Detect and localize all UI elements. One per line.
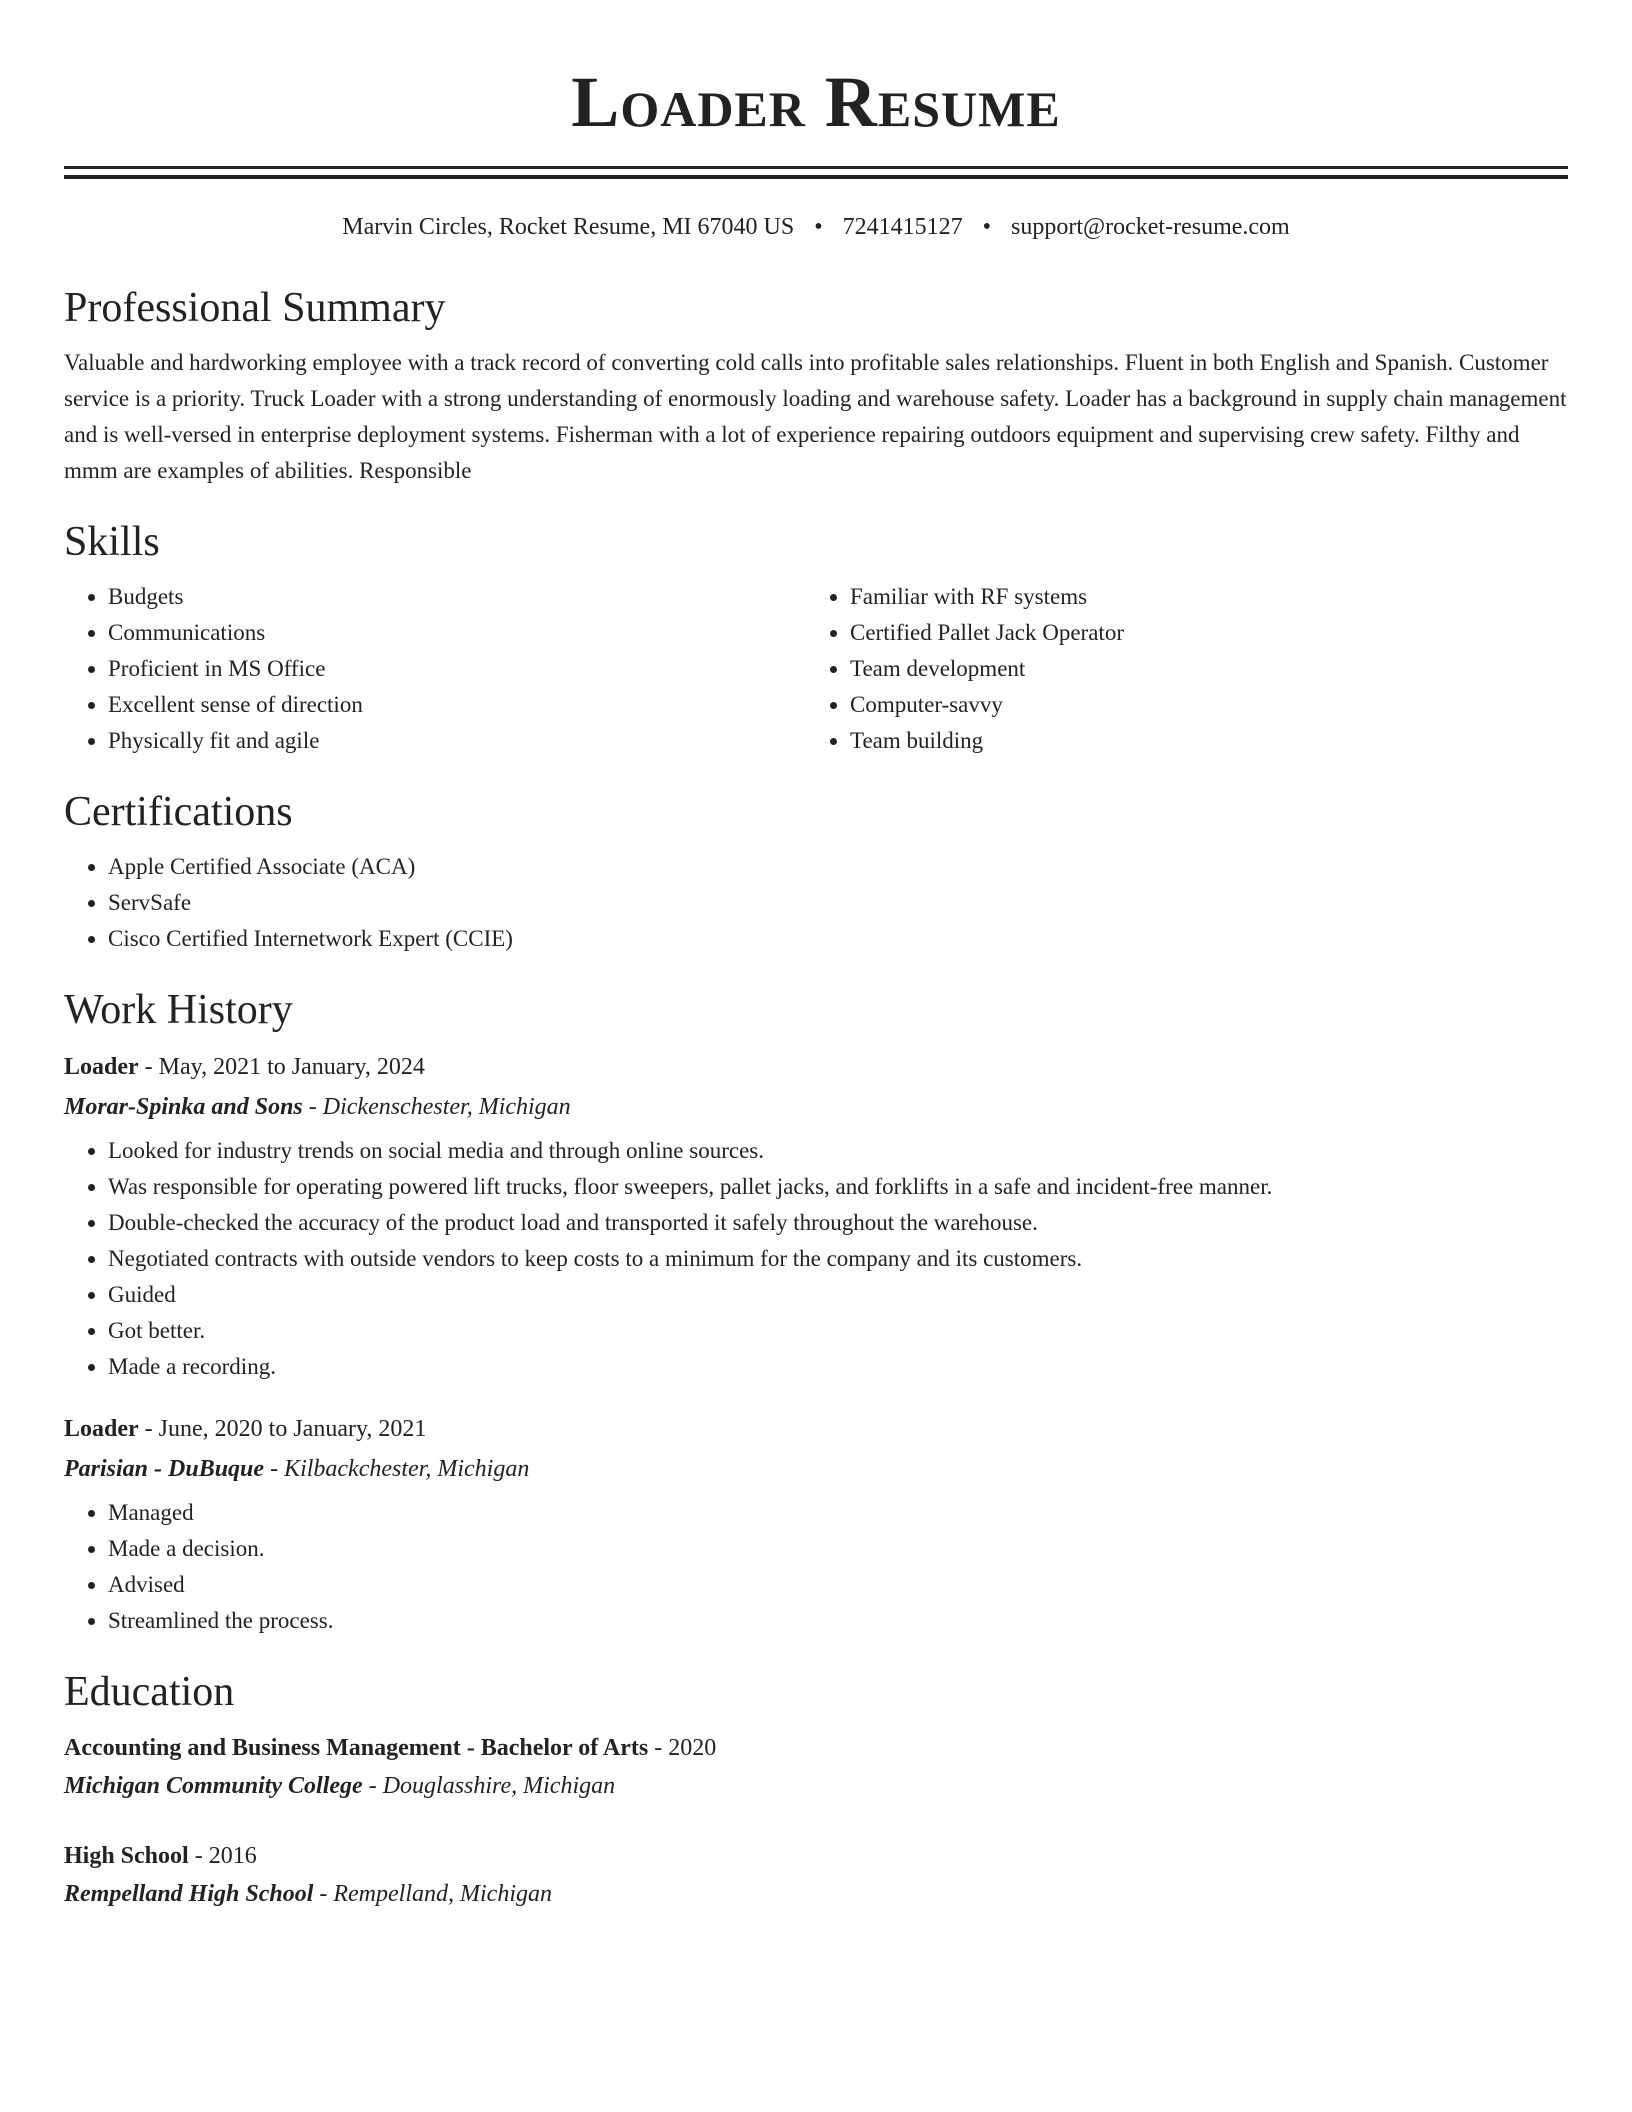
resume-title: Loader Resume (571, 62, 1061, 142)
skill-item: • Team building (850, 723, 1548, 759)
skills-section (64, 517, 1568, 759)
certifications-heading: Certifications (64, 789, 293, 835)
skill-item: • Excellent sense of direction (108, 687, 806, 723)
certification-item: • Cisco Certified Internetwork Expert (CCIE) (108, 921, 1568, 957)
skill-item: • Budgets (108, 579, 806, 615)
summary-section (64, 283, 1568, 489)
education-location: - Rempelland, Michigan (319, 1881, 552, 1907)
summary-heading: Professional Summary (64, 285, 446, 331)
job-bullet: • Was responsible for operating powered lift trucks, floor sweepers, pallet jacks, and forklifts in a safe and incident-free manner. (108, 1169, 1568, 1205)
job-bullet: • Managed (108, 1495, 1568, 1531)
job-bullet: • Guided (108, 1277, 1568, 1313)
education-degree: Accounting and Business Management - Bachelor of Arts (64, 1735, 649, 1761)
job-location: - Kilbackchester, Michigan (270, 1456, 530, 1482)
skill-item: • Familiar with RF systems (850, 579, 1548, 615)
job-bullet: • Looked for industry trends on social media and through online sources. (108, 1133, 1568, 1169)
skill-item: • Certified Pallet Jack Operator (850, 615, 1548, 651)
education-heading: Education (64, 1669, 235, 1715)
skill-item: • Proficient in MS Office (108, 651, 806, 687)
education-header (64, 1729, 1568, 1767)
contact-separator: • (814, 214, 823, 240)
skills-list-left (64, 579, 806, 759)
education-header (64, 1837, 1568, 1875)
education-degree: High School (64, 1843, 189, 1869)
contact-email: support@rocket-resume.com (1011, 214, 1290, 240)
job-title: Loader (64, 1416, 139, 1442)
education-school-line (64, 1767, 1568, 1805)
job-dates: - May, 2021 to January, 2024 (144, 1054, 425, 1080)
education-entry (64, 1729, 1568, 1805)
job-bullet: • Double-checked the accuracy of the product load and transported it safely throughout the warehouse. (108, 1205, 1568, 1241)
job-header (64, 1047, 1568, 1087)
skill-item: • Computer-savvy (850, 687, 1548, 723)
education-school: Michigan Community College (64, 1773, 363, 1799)
certification-item: • ServSafe (108, 885, 1568, 921)
contact-separator: • (982, 214, 992, 240)
skills-columns (64, 579, 1568, 759)
job-bullet: • Advised (108, 1567, 1568, 1603)
certification-item: • Apple Certified Associate (ACA) (108, 849, 1568, 885)
title-rule-bottom (64, 175, 1568, 179)
certifications-list (64, 849, 1568, 957)
education-year: - 2016 (194, 1843, 257, 1869)
job-bullets (64, 1133, 1568, 1385)
job-bullets (64, 1495, 1568, 1639)
job-bullet: • Made a decision. (108, 1531, 1568, 1567)
contact-phone: 7241415127 (842, 214, 963, 240)
job-company-line (64, 1087, 1568, 1127)
skill-item: • Physically fit and agile (108, 723, 806, 759)
title-rule-top (64, 166, 1568, 169)
certifications-section (64, 787, 1568, 957)
job-dates: - June, 2020 to January, 2021 (144, 1416, 427, 1442)
job-company-line (64, 1449, 1568, 1489)
job-bullet: • Got better. (108, 1313, 1568, 1349)
education-entry (64, 1837, 1568, 1913)
work-history-heading: Work History (64, 987, 293, 1033)
job-header (64, 1409, 1568, 1449)
job-company: Parisian - DuBuque (64, 1456, 265, 1482)
education-year: - 2020 (654, 1735, 717, 1761)
skills-list-right (806, 579, 1548, 759)
job-entry (64, 1409, 1568, 1639)
work-history-section (64, 985, 1568, 1639)
education-school: Rempelland High School (64, 1881, 314, 1907)
job-company: Morar-Spinka and Sons (64, 1094, 303, 1120)
job-bullet: • Streamlined the process. (108, 1603, 1568, 1639)
education-location: - Douglasshire, Michigan (368, 1773, 616, 1799)
job-bullet: • Negotiated contracts with outside vendors to keep costs to a minimum for the company and its customers. (108, 1241, 1568, 1277)
contact-line (64, 211, 1568, 243)
education-school-line (64, 1875, 1568, 1913)
skill-item: • Team development (850, 651, 1548, 687)
skills-heading: Skills (64, 519, 160, 565)
summary-text: Valuable and hardworking employee with a track record of converting cold calls into profitable sales relationships. Fluent in both English and Spanish. Customer service is a priority. Truck Loader with a strong understanding of enormously loading and warehouse safety. Loader has a background in supply chain management and is well-versed in enterprise deployment systems. Fisherman with a lot of experience repairing outdoors equipment and supervising crew safety. Filthy and mmm are examples of abilities. Responsible (64, 350, 1567, 483)
skill-item: • Communications (108, 615, 806, 651)
job-entry (64, 1047, 1568, 1385)
job-bullet: • Made a recording. (108, 1349, 1568, 1385)
education-section (64, 1667, 1568, 1913)
contact-address: Marvin Circles, Rocket Resume, MI 67040 US (342, 214, 795, 240)
job-location: - Dickenschester, Michigan (308, 1094, 571, 1120)
job-title: Loader (64, 1054, 139, 1080)
